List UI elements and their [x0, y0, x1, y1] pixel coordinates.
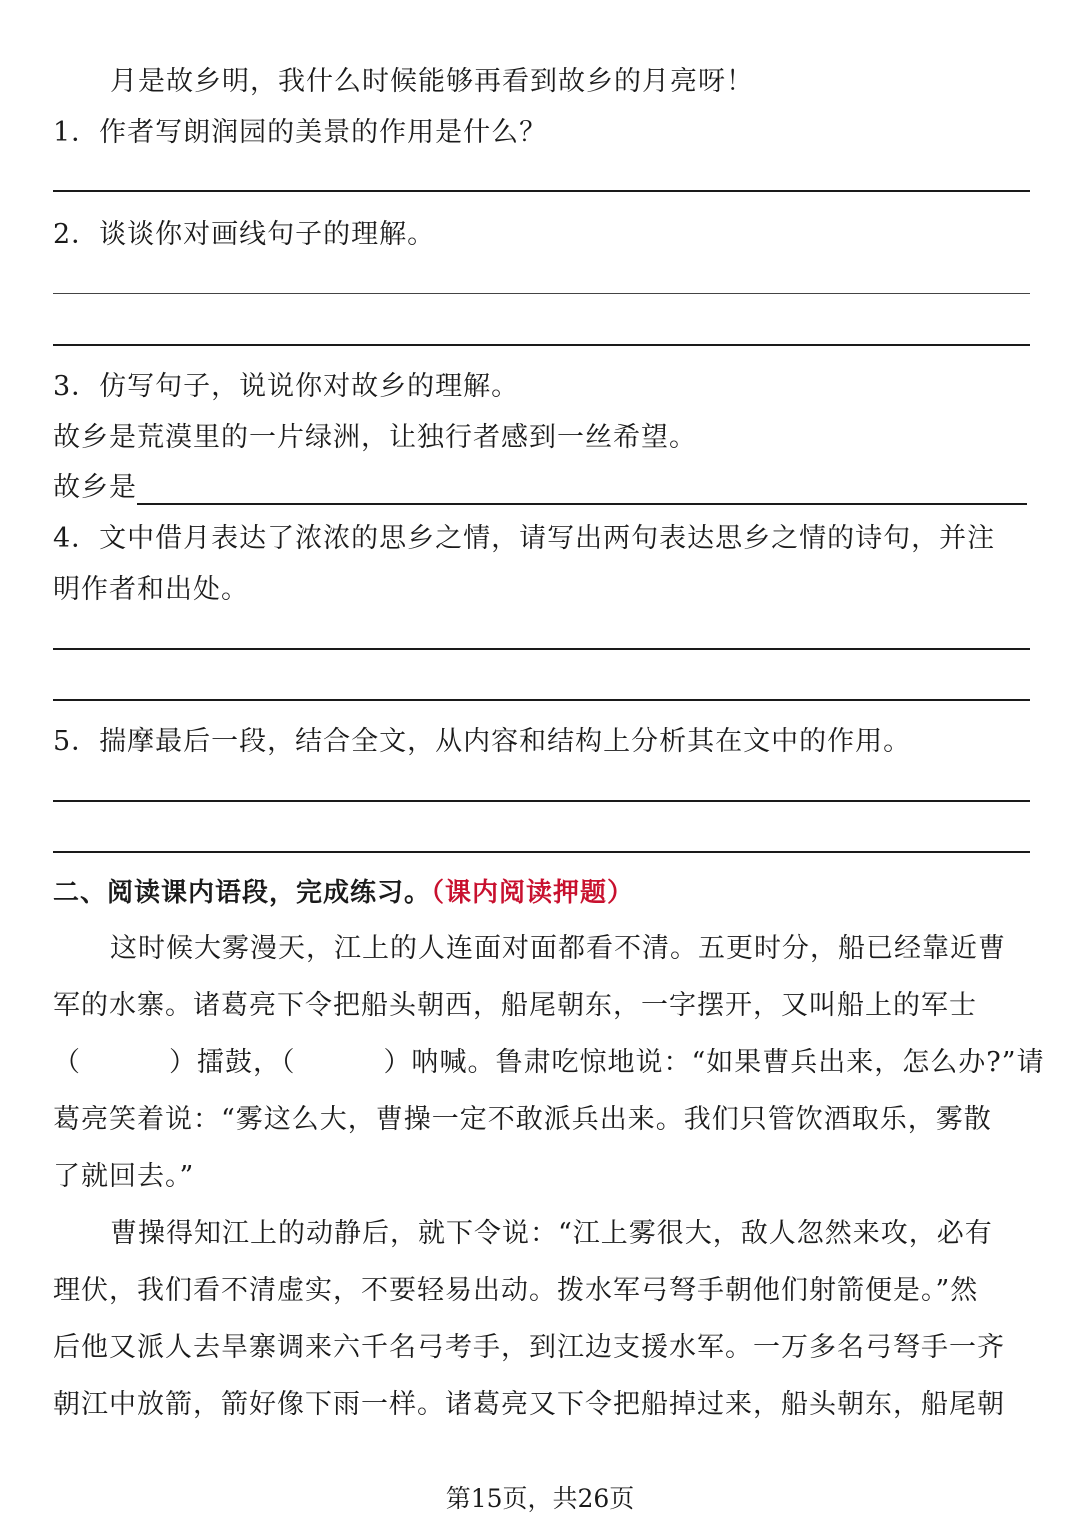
paragraph-2-line-1: 曹操得知江上的动静后，就下令说：“江上雾很大，敌人忽然来攻，必有	[110, 1218, 993, 1249]
answer-line-2b[interactable]	[53, 344, 1030, 346]
paragraph-1-line-3b: ）呐喊。鲁肃吃惊地说：“如果曹兵出来，怎么办?”请	[383, 1047, 1045, 1078]
section-2-heading: 二、阅读课内语段，完成练习。	[53, 878, 432, 908]
paragraph-1-line-3	[53, 1046, 1045, 1080]
paragraph-2-line-3: 后他又派人去旱寨调来六千名弓考手，到江边支援水军。一万多名弓弩手一齐	[53, 1332, 1005, 1363]
section-2-tag: （课内阅读押题）	[431, 878, 635, 908]
question-5: 5．揣摩最后一段，结合全文，从内容和结构上分析其在文中的作用。	[53, 726, 912, 757]
passage-ending: 月是故乡明，我什么时候能够再看到故乡的月亮呀！	[110, 66, 754, 97]
answer-line-5a[interactable]	[53, 800, 1030, 802]
question-3-prompt: 故乡是	[53, 472, 137, 503]
section-2-heading-row	[53, 876, 1030, 910]
page-number: 第15页，共26页	[445, 1484, 635, 1513]
answer-blank-3[interactable]	[137, 473, 1027, 505]
paragraph-1-line-4: 葛亮笑着说：“雾这么大，曹操一定不敢派兵出来。我们只管饮酒取乐，雾散	[53, 1104, 992, 1135]
question-1: 1．作者写朗润园的美景的作用是什么？	[53, 117, 548, 148]
answer-line-1[interactable]	[53, 190, 1030, 192]
question-4-line-2: 明作者和出处。	[53, 574, 249, 605]
answer-line-4b[interactable]	[53, 699, 1030, 701]
question-3: 3．仿写句子，说说你对故乡的理解。	[53, 371, 520, 402]
paragraph-1-line-2: 军的水寨。诸葛亮下令把船头朝西，船尾朝东，一字摆开，又叫船上的军士	[53, 990, 977, 1021]
question-2: 2．谈谈你对画线句子的理解。	[53, 219, 436, 250]
answer-line-2a[interactable]	[53, 293, 1030, 294]
paragraph-1-line-3a: ）擂鼓，（	[169, 1047, 296, 1078]
question-3-example: 故乡是荒漠里的一片绿洲，让独行者感到一丝希望。	[53, 422, 697, 453]
question-4-line-1: 4．文中借月表达了浓浓的思乡之情，请写出两句表达思乡之情的诗句，并注	[53, 523, 996, 554]
paragraph-1-line-5: 了就回去。”	[53, 1161, 195, 1192]
paren-open-1: （	[53, 1047, 81, 1078]
paragraph-2-line-2: 理伏，我们看不清虚实，不要轻易出动。拨水军弓弩手朝他们射箭便是。”然	[53, 1275, 979, 1306]
answer-line-5b[interactable]	[53, 851, 1030, 853]
question-3-prompt-row	[53, 471, 1030, 505]
paragraph-1-line-1: 这时候大雾漫天，江上的人连面对面都看不清。五更时分，船已经靠近曹	[110, 933, 1006, 964]
answer-line-4a[interactable]	[53, 648, 1030, 650]
paragraph-2-line-4: 朝江中放箭，箭好像下雨一样。诸葛亮又下令把船掉过来，船头朝东，船尾朝	[53, 1389, 1005, 1420]
